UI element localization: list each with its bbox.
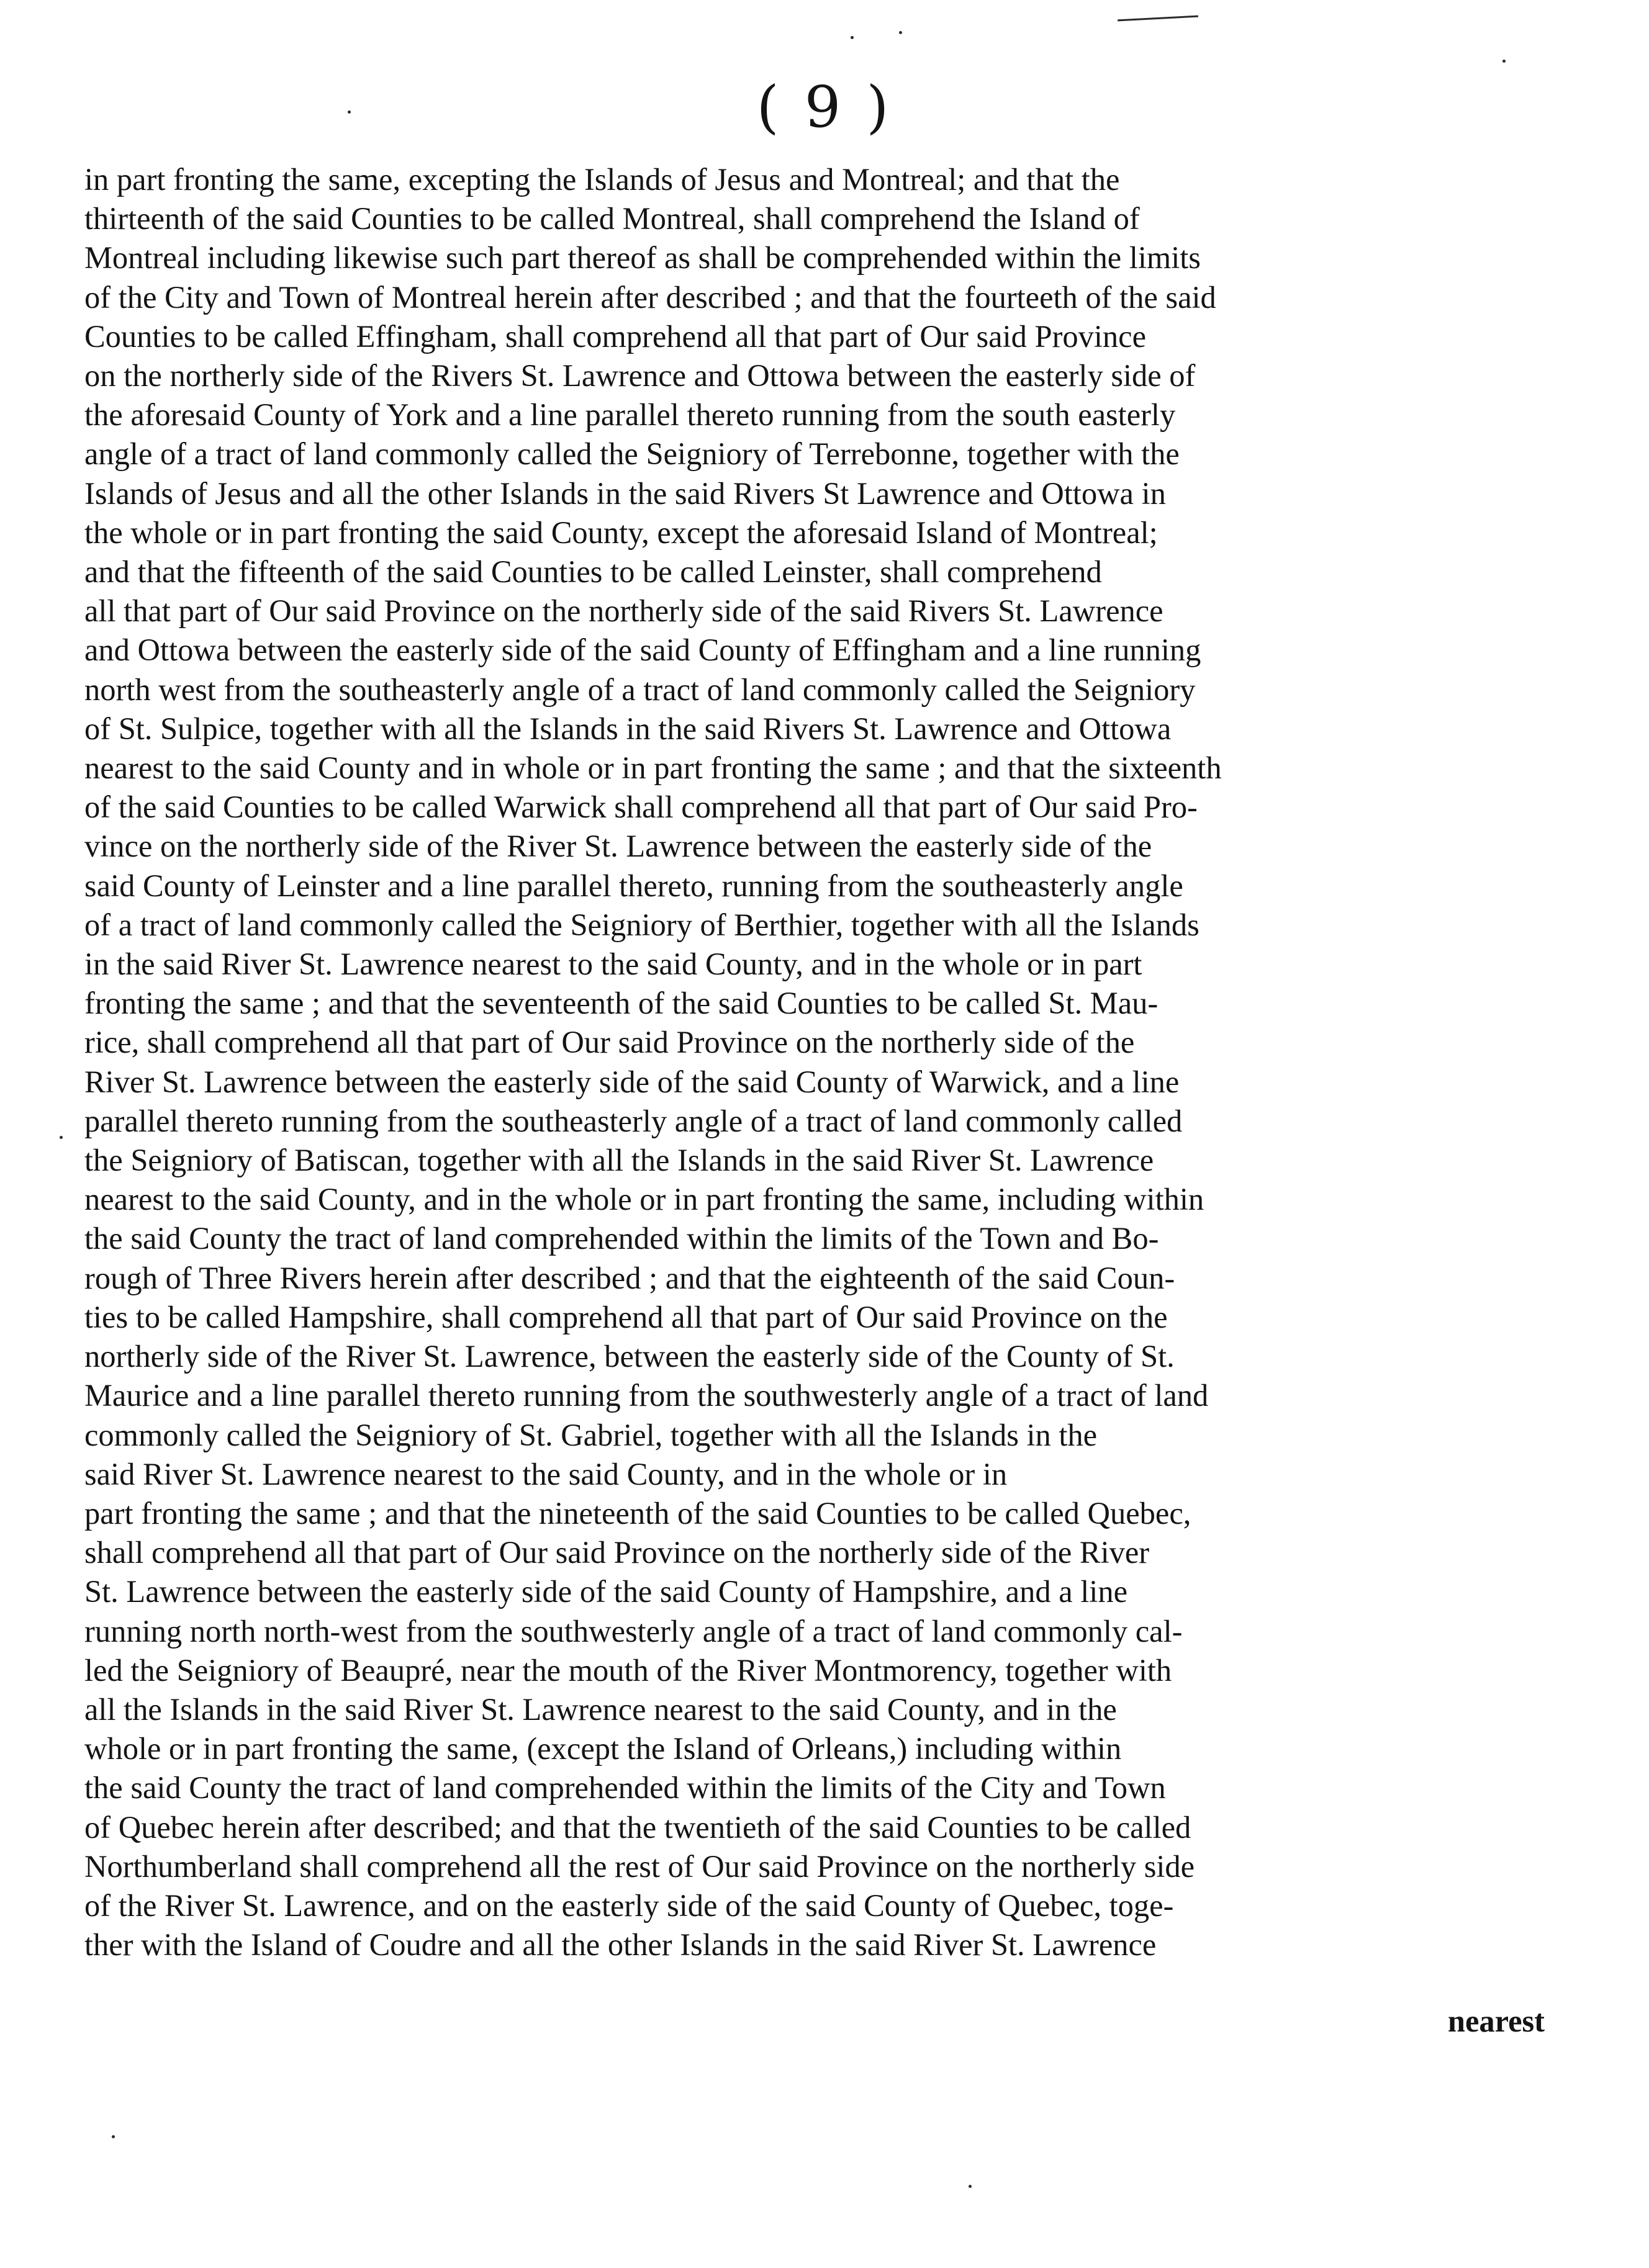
text-line: all the Islands in the said River St. Lawrence nearest to the said County, and in the [84,1691,1117,1727]
text-line: rough of Three Rivers herein after described ; and that the eighteenth of the said Coun- [84,1260,1175,1295]
scan-speck [899,31,902,34]
text-line: on the northerly side of the Rivers St. Lawrence and Ottowa between the easterly side of [84,358,1196,394]
text-line: said River St. Lawrence nearest to the said County, and in the whole or in [84,1456,1008,1492]
text-line: led the Seigniory of Beaupré, near the mouth of the River Montmorency, together with [84,1652,1172,1688]
scan-speck [1502,60,1506,63]
text-line: ther with the Island of Coudre and all the other Islands in the said River St. Lawrence [84,1927,1157,1963]
text-line: Maurice and a line parallel thereto running from the southwesterly angle of a tract of land [84,1378,1209,1413]
text-line: fronting the same ; and that the seventeenth of the said Counties to be called St. Mau- [84,986,1159,1021]
text-line: vince on the northerly side of the River St. Lawrence between the easterly side of the [84,829,1152,864]
text-line: parallel thereto running from the southeasterly angle of a tract of land commonly called [84,1103,1183,1138]
text-line: running north north-west from the southwesterly angle of a tract of land commonly cal- [84,1613,1183,1649]
text-line: whole or in part fronting the same, (except the Island of Orleans,) including within [84,1731,1122,1766]
text-line: in part fronting the same, excepting the Islands of Jesus and Montreal; and that the [84,162,1120,197]
text-line: of St. Sulpice, together with all the Islands in the said Rivers St. Lawrence and Ottowa [84,711,1172,746]
text-line: nearest to the said County, and in the whole or in part fronting the same, including within [84,1182,1204,1217]
text-line: north west from the southeasterly angle of a tract of land commonly called the Seigniory [84,672,1196,707]
text-line: commonly called the Seigniory of St. Gabriel, together with all the Islands in the [84,1417,1098,1452]
text-line: angle of a tract of land commonly called the Seigniory of Terrebonne, together with the [84,436,1180,472]
text-line: shall comprehend all that part of Our said Province on the northerly side of the River [84,1535,1150,1570]
scan-speck [348,110,351,114]
text-line: the aforesaid County of York and a line parallel thereto running from the south easterly [84,397,1176,433]
page-number: ( 9 ) [756,74,893,140]
text-line: Islands of Jesus and all the other Islands in the said Rivers St Lawrence and Ottowa in [84,475,1166,511]
text-line: part fronting the same ; and that the nineteenth of the said Counties to be called Quebec, [84,1495,1191,1531]
text-line: and Ottowa between the easterly side of the said County of Effingham and a line running [84,632,1201,668]
text-line: Montreal including likewise such part thereof as shall be comprehended within the limits [84,240,1201,276]
text-line: rice, shall comprehend all that part of Our said Province on the northerly side of the [84,1025,1135,1060]
body-text [84,160,1550,1964]
text-line: Counties to be called Effingham, shall comprehend all that part of Our said Province [84,318,1146,354]
catchword: nearest [1447,2004,1545,2038]
text-line: all that part of Our said Province on the northerly side of the said Rivers St. Lawrence [84,593,1163,629]
text-line: northerly side of the River St. Lawrence, between the easterly side of the County of St. [84,1339,1175,1374]
text-line: of the City and Town of Montreal herein after described ; and that the fourteeth of the said [84,279,1216,315]
text-line: and that the fifteenth of the said Counties to be called Leinster, shall comprehend [84,554,1102,590]
text-line: the said County the tract of land comprehended within the limits of the Town and Bo- [84,1221,1159,1256]
text-line: said County of Leinster and a line parallel thereto, running from the southeasterly angle [84,868,1183,903]
scan-speck [112,2135,115,2138]
text-line: of a tract of land commonly called the Seigniory of Berthier, together with all the Islands [84,907,1199,942]
text-line: thirteenth of the said Counties to be called Montreal, shall comprehend the Island of [84,201,1140,236]
text-line: St. Lawrence between the easterly side of the said County of Hampshire, and a line [84,1574,1127,1609]
text-line: nearest to the said County and in whole or in part fronting the same ; and that the sixteenth [84,750,1222,786]
scan-mark [1118,16,1198,22]
text-line: the whole or in part fronting the said County, except the aforesaid Island of Montreal; [84,515,1158,550]
text-line: the Seigniory of Batiscan, together with all the Islands in the said River St. Lawrence [84,1143,1154,1178]
text-line: in the said River St. Lawrence nearest to the said County, and in the whole or in part [84,947,1142,982]
scan-speck [60,1136,63,1139]
text-line: Northumberland shall comprehend all the rest of Our said Province on the northerly side [84,1848,1195,1884]
text-line: of the said Counties to be called Warwick shall comprehend all that part of Our said Pro- [84,790,1198,825]
text-line: of Quebec herein after described; and that the twentieth of the said Counties to be called [84,1809,1191,1845]
text-line: of the River St. Lawrence, and on the easterly side of the said County of Quebec, toge- [84,1888,1174,1923]
text-line: River St. Lawrence between the easterly side of the said County of Warwick, and a line [84,1064,1180,1099]
scan-speck [969,2185,972,2188]
text-line: ties to be called Hampshire, shall comprehend all that part of Our said Province on the [84,1299,1168,1334]
text-line: the said County the tract of land comprehended within the limits of the City and Town [84,1770,1166,1806]
scan-speck [851,36,854,39]
